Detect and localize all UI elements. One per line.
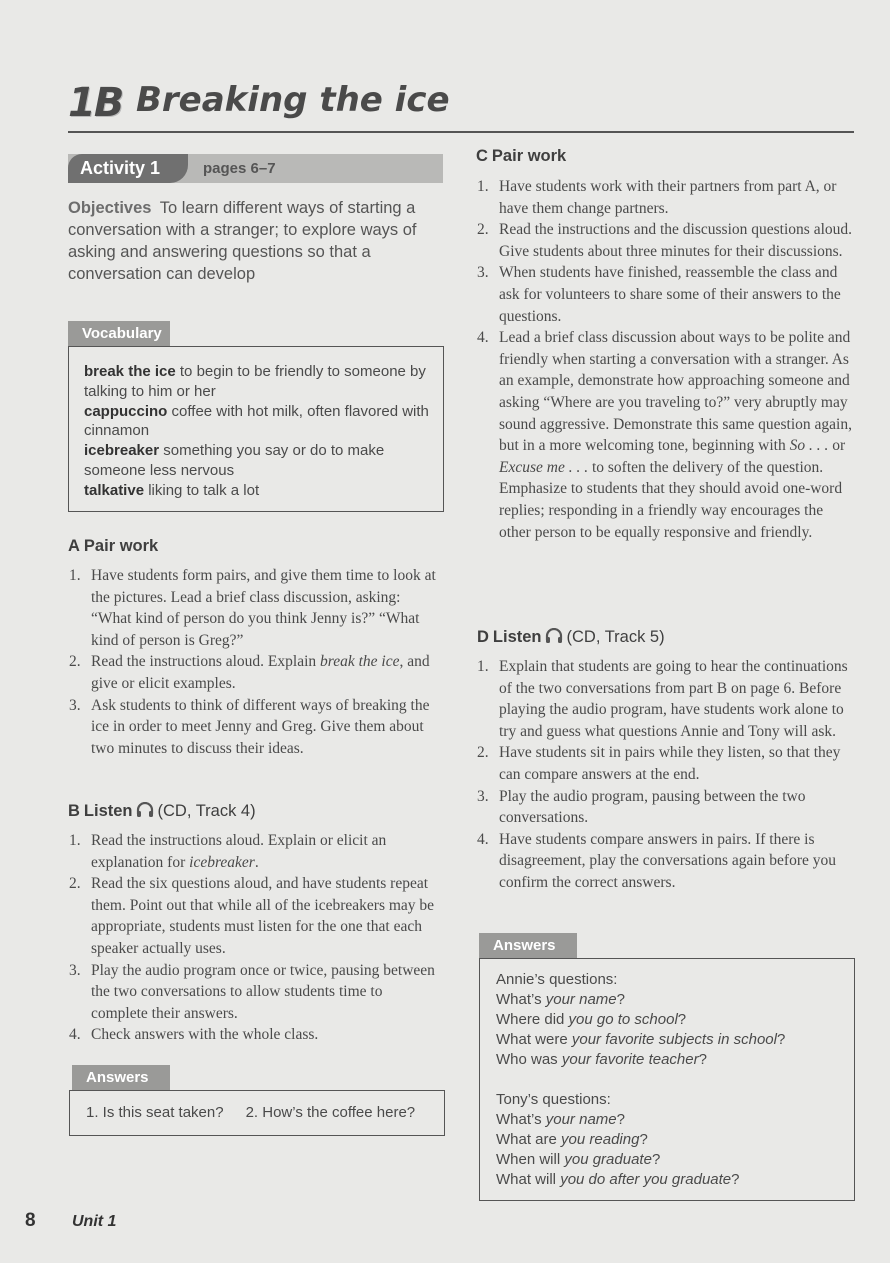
step-item: 2. Have students sit in pairs while they listen, so that they can compare answers at the end. [477,744,841,783]
answer-item: 1. Is this seat taken? [86,1104,224,1121]
objectives-label: Objectives [68,199,152,217]
answer-item: What’s your name? [496,991,625,1008]
section-c-heading [476,147,566,166]
step-item: 2. Read the instructions and the discussion questions aloud. Give students about three minutes for their discussions. [477,221,853,260]
section-a-steps [69,565,441,759]
section-b-heading [68,802,256,821]
vocab-entry [84,481,436,501]
vocab-entry [84,402,436,442]
title-rule [68,131,854,133]
unit-badge: 1B [68,80,123,126]
answer-item: What were your favorite subjects in school? [496,1031,786,1048]
section-title: Listen [492,628,542,646]
step-item: 4. Have students compare answers in pairs. If there is disagreement, play the conversations again before you confirm the correct answers. [477,830,837,891]
step-item: 3. When students have finished, reassemble the class and ask for volunteers to share some of their answers to the questions. [477,264,841,325]
answers-heading: Answers [479,933,577,959]
answers-heading: Answers [72,1065,170,1091]
vocabulary-heading: Vocabulary [68,321,170,347]
track-label: (CD, Track 4) [157,802,256,820]
spacer [496,1070,848,1090]
answer-item: What will you do after you graduate? [496,1171,740,1188]
step-item: 1. Read the instructions aloud. Explain or elicit an explanation for icebreaker. [69,832,387,871]
answer-item: Where did you go to school? [496,1011,687,1028]
step-item: 1. Have students work with their partners from part A, or have them change partners. [477,178,837,217]
headphones-icon [545,628,563,644]
page-number: 8 [25,1210,36,1231]
section-letter: B [68,802,80,820]
vocab-definition: to begin to be friendly to someone by talking to him or her [84,363,426,400]
section-title: Listen [83,802,133,820]
vocab-term: talkative [84,481,145,499]
step-item: 4. Check answers with the whole class. [69,1026,319,1044]
section-c-steps [477,176,855,543]
section-a-heading [68,537,158,556]
step-item: 3. Play the audio program, pausing between the two conversations. [477,787,806,827]
section-d-heading [477,628,665,647]
section-title: Pair work [83,537,159,555]
answers-subheading: Tony’s questions: [496,1091,611,1108]
section-b-steps [69,830,441,1046]
step-item: 3. Play the audio program once or twice, pausing between the two conversations to allow students time to complete their answers. [69,961,435,1022]
answers-list [496,970,848,1190]
step-item: 4. Lead a brief class discussion about ways to be polite and friendly when starting a conversation with a stranger. As an example, demonstrate how approaching someone and asking “Where are you traveling to?” very abruptly may sound aggressive. Demonstrate this same question again, but in a more welcoming tone, beginning with So . . . or Excuse me . . . to soften the delivery of the question. Emphasize to students that they should avoid one-word replies; responding in a friendly way encourages the other person to be equally responsive and friendly. [477,329,852,541]
vocab-term: cappuccino [84,402,168,420]
section-letter: C [476,147,488,165]
step-item: 2. Read the six questions aloud, and have students repeat them. Point out that while all of the icebreakers may be appropriate, students must listen for the one that each speaker actually uses. [69,875,435,957]
headphones-icon [136,802,154,818]
track-label: (CD, Track 5) [566,628,665,646]
answers-list [86,1104,415,1121]
vocab-definition: liking to talk a lot [148,481,260,499]
vocab-term: icebreaker [84,442,160,460]
section-title: Pair work [491,147,567,165]
answer-item: What are you reading? [496,1131,648,1148]
vocab-entry [84,441,436,481]
vocab-definition: something you say or do to make someone less nervous [84,442,385,479]
activity-label: Activity 1 [68,154,188,183]
section-d-steps [477,656,853,894]
section-letter: D [477,628,489,646]
step-item: 1. Have students form pairs, and give them time to look at the pictures. Lead a brief class discussion, asking: “What kind of person do you think Jenny is?” “What kind of person is Greg?” [69,567,436,649]
section-letter: A [68,537,80,555]
vocab-entry [84,362,436,402]
activity-pages: pages 6–7 [203,160,276,177]
objectives-text: To learn different ways of starting a conversation with a stranger; to explore ways of asking and answering questions so that a conversation can develop [68,199,417,283]
answer-item: What’s your name? [496,1111,625,1128]
answers-subheading: Annie’s questions: [496,971,618,988]
step-item: 3. Ask students to think of different ways of breaking the ice in order to meet Jenny and Greg. Give them about two minutes to discuss their ideas. [69,696,430,757]
vocab-definition: coffee with hot milk, often flavored with cinnamon [84,402,429,440]
step-item: 1. Explain that students are going to hear the continuations of the two conversations from part B on page 6. Before playing the audio program, have students work alone to try and guess what questions Annie and Tony will ask. [477,658,848,740]
answer-item: 2. How’s the coffee here? [245,1104,416,1121]
step-item: 2. Read the instructions aloud. Explain break the ice, and give or elicit examples. [69,653,430,692]
objectives [68,197,438,285]
answer-item: Who was your favorite teacher? [496,1051,707,1068]
vocab-term: break the ice [84,363,176,380]
vocabulary-list [84,362,436,501]
footer-unit: Unit 1 [72,1213,117,1230]
page-title: Breaking the ice [136,80,450,120]
answer-item: When will you graduate? [496,1151,661,1168]
